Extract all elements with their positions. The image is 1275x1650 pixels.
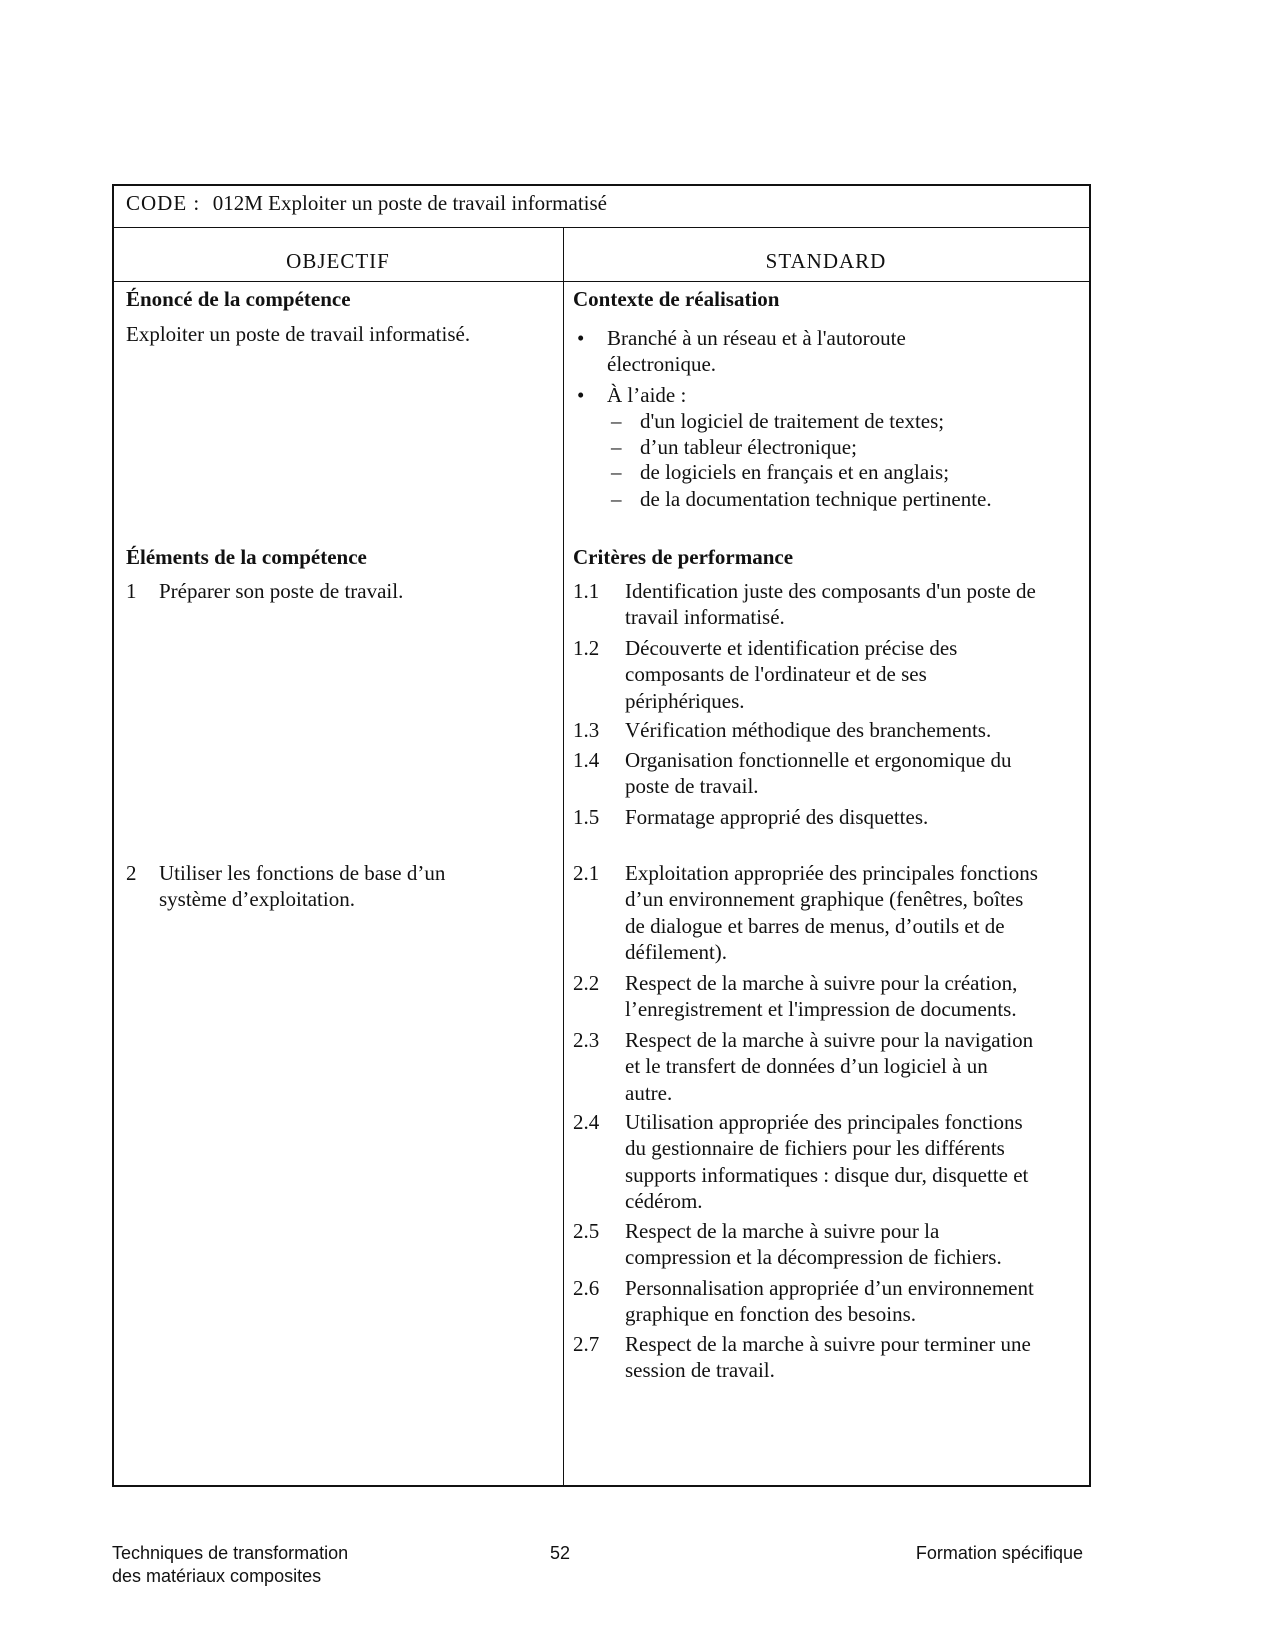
footer-section: Formation spécifique [915, 1543, 1083, 1563]
column-divider [563, 227, 564, 1485]
code-label: CODE : [126, 191, 201, 215]
criterion-number: 1.5 [573, 805, 600, 829]
code-title: 012M Exploiter un poste de travail informatisé [212, 191, 607, 215]
criterion-text: Respect de la marche à suivre pour la navigation [625, 1028, 1034, 1052]
criterion-text: et le transfert de données d’un logiciel à un [625, 1054, 988, 1079]
footer-program-line: des matériaux composites [112, 1566, 322, 1586]
criterion-text: Organisation fonctionnelle et ergonomique du [625, 748, 1012, 772]
criterion-number: 2.1 [573, 861, 600, 885]
criterion-number: 1.4 [573, 748, 600, 772]
criterion-number: 1.2 [573, 636, 600, 660]
enonce-title: Énoncé de la compétence [126, 287, 351, 311]
criterion-text: de dialogue et barres de menus, d’outils et de [625, 913, 1005, 938]
page-number: 52 [550, 1543, 571, 1563]
criterion-text: Respect de la marche à suivre pour la [625, 1219, 940, 1243]
code-row-divider [114, 227, 1089, 228]
enonce-text: Exploiter un poste de travail informatisé. [126, 322, 471, 346]
header-objectif: OBJECTIF [286, 249, 390, 273]
criterion-text: Exploitation appropriée des principales fonctions [625, 861, 1038, 885]
criterion-text: Utilisation appropriée des principales fonctions [625, 1110, 1023, 1134]
criterion-text: graphique en fonction des besoins. [625, 1302, 917, 1327]
criterion-number: 2.4 [573, 1110, 600, 1134]
criterion-text: supports informatiques : disque dur, disquette et [625, 1162, 1029, 1187]
criterion-text: Découverte et identification précise des [625, 636, 958, 660]
criterion-text: autre. [625, 1080, 673, 1105]
criterion-number: 2.5 [573, 1219, 600, 1243]
dash-icon: – [611, 435, 622, 459]
criterion-text: d’un environnement graphique (fenêtres, boîtes [625, 887, 1024, 912]
dash-icon: – [611, 409, 622, 433]
header-row-divider [114, 281, 1089, 282]
dash-icon: – [611, 487, 622, 511]
criterion-number: 1.1 [573, 579, 600, 603]
criterion-text: cédérom. [625, 1188, 703, 1213]
criterion-text: travail informatisé. [625, 605, 785, 630]
header-standard: STANDARD [765, 249, 887, 273]
criterion-number: 2.2 [573, 971, 600, 995]
criterion-text: composants de l'ordinateur et de ses [625, 662, 927, 687]
criterion-number: 2.6 [573, 1276, 600, 1300]
element-text: système d’exploitation. [159, 887, 355, 911]
criteres-title: Critères de performance [573, 545, 794, 569]
contexte-title: Contexte de réalisation [573, 287, 780, 311]
footer-program [112, 1542, 348, 1588]
bullet-icon: • [577, 326, 585, 350]
criterion-text: l’enregistrement et l'impression de documents. [625, 997, 1017, 1022]
elements-title: Éléments de la compétence [126, 545, 367, 569]
element-text: Utiliser les fonctions de base d’un [159, 861, 446, 885]
criterion-text: Identification juste des composants d'un poste de [625, 579, 1036, 603]
criterion-text: Formatage approprié des disquettes. [625, 805, 929, 829]
bullet-icon: • [577, 383, 585, 407]
criterion-text: du gestionnaire de fichiers pour les différents [625, 1136, 1005, 1161]
element-number: 1 [126, 579, 137, 603]
criterion-text: compression et la décompression de fichiers. [625, 1245, 1002, 1270]
dash-text: de logiciels en français et en anglais; [640, 460, 950, 484]
dash-text: d'un logiciel de traitement de textes; [640, 409, 945, 433]
dash-icon: – [611, 460, 622, 484]
bullet-text: électronique. [607, 352, 717, 376]
dash-text: de la documentation technique pertinente. [640, 487, 992, 511]
criterion-text: Vérification méthodique des branchements. [625, 718, 992, 742]
criterion-text: Personnalisation appropriée d’un environnement [625, 1276, 1034, 1300]
element-number: 2 [126, 861, 137, 885]
element-text: Préparer son poste de travail. [159, 579, 404, 603]
criterion-text: session de travail. [625, 1358, 775, 1383]
criterion-text: périphériques. [625, 688, 745, 713]
code-row [126, 191, 607, 216]
criterion-number: 1.3 [573, 718, 600, 742]
criterion-text: poste de travail. [625, 774, 759, 799]
footer-program-line: Techniques de transformation [112, 1543, 349, 1563]
criterion-text: Respect de la marche à suivre pour terminer une [625, 1332, 1031, 1356]
criterion-number: 2.7 [573, 1332, 600, 1356]
bullet-text: À l’aide : [607, 383, 687, 407]
criterion-text: Respect de la marche à suivre pour la création, [625, 971, 1018, 995]
criterion-number: 2.3 [573, 1028, 600, 1052]
dash-text: d’un tableur électronique; [640, 435, 857, 459]
bullet-text: Branché à un réseau et à l'autoroute [607, 326, 906, 350]
criterion-text: défilement). [625, 939, 728, 964]
